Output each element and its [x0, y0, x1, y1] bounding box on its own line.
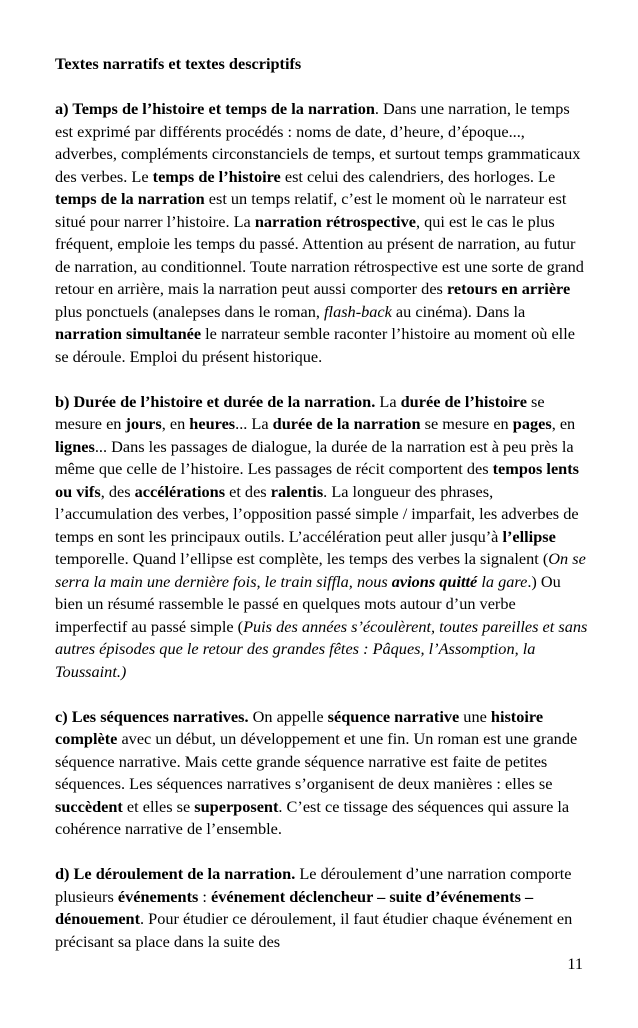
text-run: l’ellipse [502, 526, 556, 546]
text-run: ralentis [270, 481, 324, 501]
text-run: retours en arrière [446, 279, 571, 298]
text-run: On se serra la main une dernière fois, le train siffla, nous [55, 549, 586, 591]
text-run: temps de la narration [55, 189, 205, 208]
text-run: événement déclencheur – suite d’événements – dénouement [55, 886, 534, 928]
text-run: pages [512, 414, 552, 433]
text-run: au cinéma). Dans la [391, 301, 526, 321]
text-run: se mesure en [420, 414, 513, 433]
page-number: 11 [567, 954, 583, 973]
page-content [55, 53, 590, 976]
text-run: temporelle. Quand l’ellipse est complète, les temps des verbes la signalent ( [55, 549, 549, 568]
text-run: , qui est le cas le plus fréquent, emploie les temps du passé. Attention au présent de narration, au futur de narration, au conditionnel. Toute narration rétrospective est une sorte de grand retour en arrière, mais la narration peut aussi comporter des [55, 211, 584, 298]
text-run: séquence narrative [327, 706, 460, 726]
text-run: flash-back [324, 301, 392, 321]
text-run: plus ponctuels (analepses dans le roman, [55, 301, 325, 321]
text-run: , en [161, 414, 190, 433]
text-run: durée de l’histoire [400, 391, 527, 411]
text-run: heures [189, 414, 236, 433]
section-heading: c) Les séquences narratives. [55, 706, 249, 726]
text-run: La [375, 391, 401, 411]
text-run: histoire complète [55, 706, 544, 748]
text-run: ... Dans les passages de dialogue, la durée de la narration est à peu près la même que celle de l’histoire. Les passages de récit comportent des [55, 436, 574, 478]
text-run: accélérations [134, 481, 226, 501]
text-run: On appelle [248, 706, 328, 726]
text-run: une [459, 706, 491, 726]
section-paragraph [55, 391, 590, 684]
text-run: tempos lents ou vifs [55, 459, 579, 501]
text-run: se mesure en [55, 391, 545, 433]
section-heading: b) Durée de l’histoire et durée de la narration. [55, 391, 376, 411]
text-run: Le déroulement d’une narration comporte plusieurs [55, 864, 572, 906]
text-run: lignes [55, 436, 95, 456]
text-run: , des [100, 481, 135, 501]
text-run: avions quitté [391, 571, 478, 591]
text-run: avec un début, un développement et une fin. Un roman est une grande séquence narrative. Mais cette grande séquence narrative est faite de petites séquences. Les séquences narratives s’organisent de deux manières : elles se [55, 729, 578, 793]
text-run: et elles se [122, 796, 195, 816]
text-run: narration rétrospective [254, 211, 416, 231]
text-run: , en [551, 414, 576, 433]
text-run: est celui des calendriers, des horloges. Le [280, 166, 556, 186]
page-title: Textes narratifs et textes descriptifs [55, 54, 302, 73]
text-run: le narrateur semble raconter l’histoire au moment où elle se déroule. Emploi du présent historique. [55, 324, 575, 366]
text-run: la gare [477, 571, 528, 591]
text-run: narration simultanée [55, 324, 202, 343]
text-run: .) Ou bien un résumé rassemble le passé en quelques mots autour d’un verbe imperfectif au passé simple ( [55, 571, 561, 636]
text-run: temps de l’histoire [152, 166, 281, 186]
section-heading: a) Temps de l’histoire et temps de la narration [55, 99, 375, 118]
section-heading: d) Le déroulement de la narration. [55, 864, 296, 883]
section-paragraph [55, 706, 590, 841]
text-run: et des [225, 481, 271, 501]
text-body [55, 98, 590, 953]
text-run: superposent [194, 796, 279, 816]
text-run: . C’est ce tissage des séquences qui assure la cohérence narrative de l’ensemble. [55, 796, 570, 838]
text-run: événements [117, 886, 199, 906]
text-run: . Pour étudier ce déroulement, il faut étudier chaque événement en précisant sa place dans la suite des [55, 909, 573, 951]
section-paragraph [55, 98, 590, 368]
text-run: . Dans une narration, le temps est exprimé par différents procédés : noms de date, d’heure, d’époque..., adverbes, compléments circonstanciels de temps, et surtout temps grammaticaux des verbes. Le [55, 99, 581, 186]
text-run: Puis des années s’écoulèrent, toutes pareilles et sans autres épisodes que le retour des grandes fêtes : Pâques, l’Assomption, la Toussaint.) [55, 616, 588, 681]
text-run: . La longueur des phrases, l’accumulation des verbes, l’opposition passé simple / imparfait, les adverbes de temps en sont les principaux outils. L’accélération peut aller jusqu’à [55, 481, 579, 546]
text-run: ... La [235, 414, 273, 433]
text-run: est un temps relatif, c’est le moment où le narrateur est situé pour narrer l’histoire. La [55, 189, 567, 231]
text-run: succèdent [55, 796, 123, 816]
section-paragraph [55, 863, 590, 953]
text-run: durée de la narration [272, 414, 421, 433]
text-run: jours [125, 414, 162, 433]
text-run: : [198, 886, 212, 906]
